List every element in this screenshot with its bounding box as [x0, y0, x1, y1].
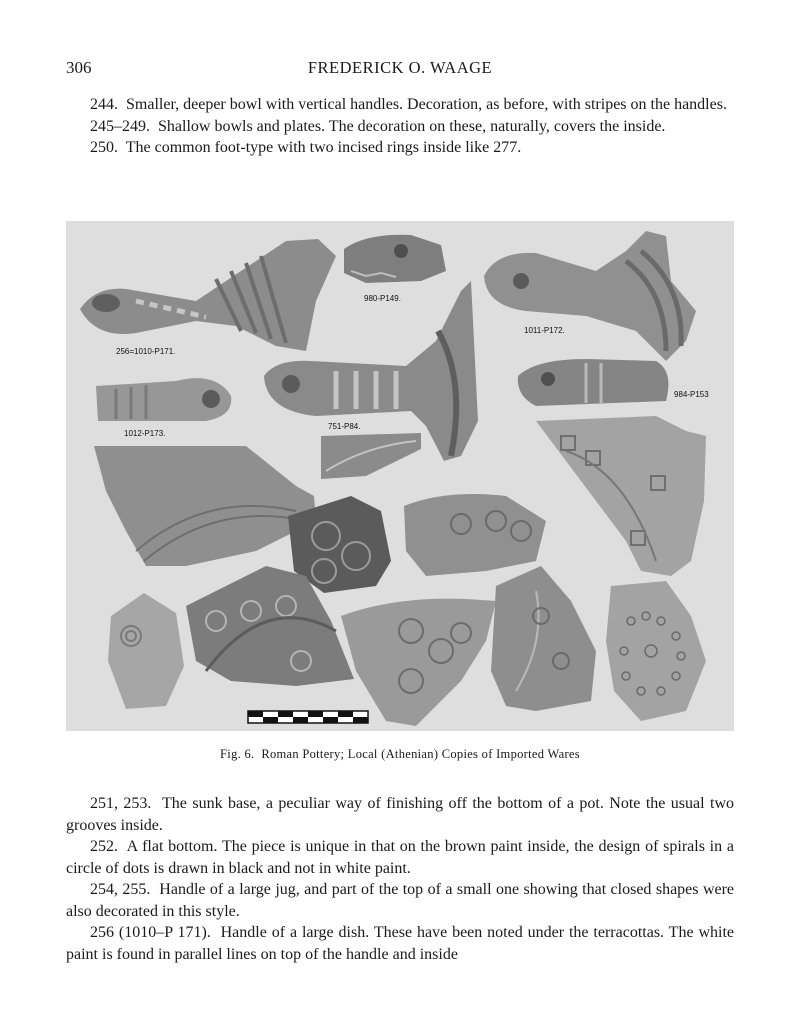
figure-label: 1011-P172.: [524, 326, 565, 335]
figure-label: 751-P84.: [328, 422, 361, 431]
entry-ref: 252.: [90, 838, 118, 855]
page-header: [66, 58, 734, 82]
figure-label: 256=1010-P171.: [116, 347, 176, 356]
page-number: 306: [66, 58, 92, 77]
paragraph-254-255: [66, 879, 734, 922]
paragraph-244: [66, 94, 734, 116]
entry-text: Shallow bowls and plates. The decoration on these, naturally, covers the inside.: [158, 117, 666, 135]
entry-text: Handle of a large dish. These have been noted under the terracottas. The white paint is found in parallel lines on top of the handle and inside: [66, 924, 735, 963]
figure-caption: [66, 747, 734, 762]
figure-label: 984-P153: [674, 390, 709, 399]
entry-ref: 254, 255.: [90, 881, 151, 898]
caption-text: Roman Pottery; Local (Athenian) Copies of Imported Wares: [261, 747, 580, 761]
sherd-head-980: [344, 235, 446, 283]
entry-ref: 256 (1010–P 171).: [90, 924, 211, 941]
entry-text: A flat bottom. The piece is unique in that on the brown paint inside, the design of spirals in a circle of dots is drawn in black and not in white paint.: [66, 838, 734, 877]
entry-ref: 245–249.: [90, 117, 150, 135]
bottom-text-block: [66, 793, 734, 965]
entry-ref: 244.: [90, 96, 118, 113]
paragraph-251-253: [66, 793, 734, 836]
paragraph-250: [66, 137, 734, 159]
entry-text: Smaller, deeper bowl with vertical handles. Decoration, as before, with stripes on the handles.: [126, 96, 727, 113]
scale-bar: [248, 711, 368, 723]
figure-number: Fig. 6.: [220, 747, 255, 761]
entry-ref: 250.: [90, 139, 118, 156]
entry-ref: 251, 253.: [90, 795, 152, 812]
paragraph-245-249: [66, 116, 734, 138]
paragraph-252: [66, 836, 734, 879]
figure-label: 1012-P173.: [124, 429, 166, 438]
top-text-block: [66, 94, 734, 159]
pottery-photograph: [66, 221, 734, 731]
paragraph-256: [66, 922, 734, 965]
entry-text: The common foot-type with two incised rings inside like 277.: [125, 139, 522, 156]
sherd-head-984: [518, 359, 669, 406]
figure-label: 980-P149.: [364, 294, 401, 303]
running-head: FREDERICK O. WAAGE: [307, 58, 493, 77]
pottery-sherds-image: [66, 221, 734, 731]
entry-text: Handle of a large jug, and part of the top of a small one showing that closed shapes were also decorated in this style.: [66, 881, 735, 920]
entry-text: The sunk base, a peculiar way of finishing off the bottom of a pot. Note the usual two grooves inside.: [66, 795, 735, 834]
